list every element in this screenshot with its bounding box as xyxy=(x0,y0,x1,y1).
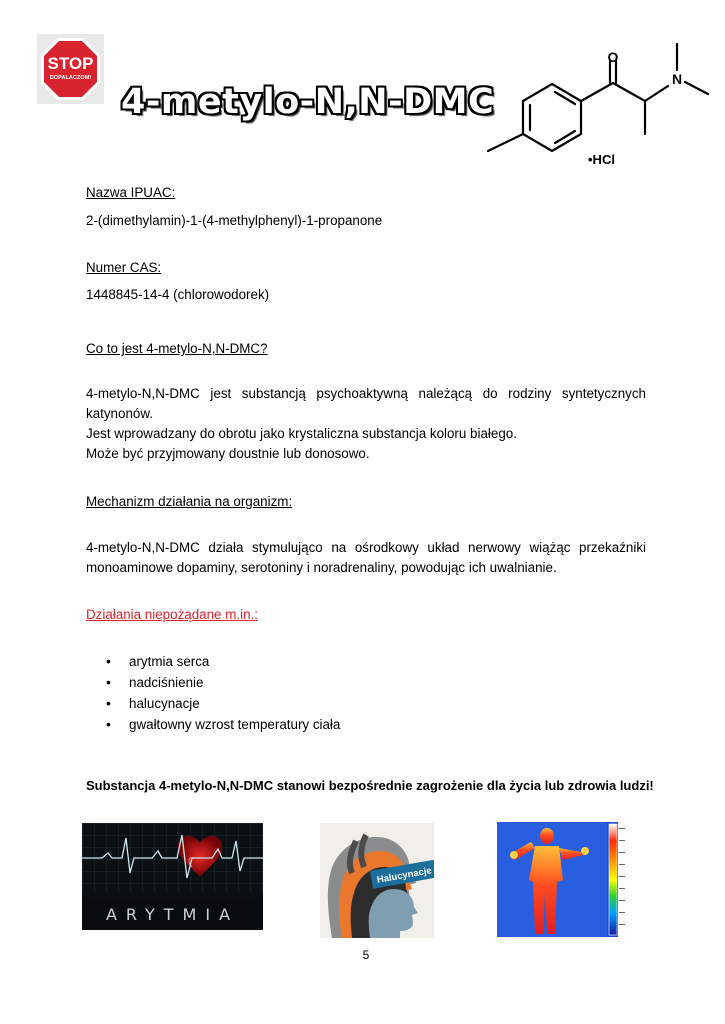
svg-text:DOPALACZOM!: DOPALACZOM! xyxy=(49,75,92,81)
list-item: • nadciśnienie xyxy=(86,672,646,693)
side-effects-list xyxy=(86,651,646,735)
halucynacje-image xyxy=(320,823,434,938)
page-title: 4-metylo-N,N-DMC xyxy=(121,82,495,122)
list-item: • arytmia serca xyxy=(86,651,646,672)
mechanism-paragraph: 4-metylo-N,N-DMC działa stymulująco na ośrodkowy układ nerwowy wiążąc przekaźniki monoaminowe dopaminy, serotoniny i noradrenaliny, powodując ich uwalnianie. xyxy=(86,540,646,575)
list-item: • gwałtowny wzrost temperatury ciała xyxy=(86,714,646,735)
arytmia-image xyxy=(82,823,263,930)
svg-text:Halucynacje: Halucynacje xyxy=(376,865,433,886)
cas-label: Numer CAS: xyxy=(86,260,162,275)
list-item: • halucynacje xyxy=(86,693,646,714)
warning-statement: Substancja 4-metylo-N,N-DMC stanowi bezpośrednie zagrożenie dla życia lub zdrowia ludzi! xyxy=(86,778,654,793)
page-number: 5 xyxy=(362,948,370,962)
iupac-label: Nazwa IPUAC: xyxy=(86,185,176,200)
svg-text:STOP: STOP xyxy=(47,54,94,73)
stop-sign-icon xyxy=(37,34,104,104)
svg-text:O: O xyxy=(607,49,619,65)
what-is-heading: Co to jest 4-metylo-N,N-DMC? xyxy=(86,341,268,356)
cas-value: 1448845-14-4 (chlorowodorek) xyxy=(86,287,270,302)
svg-text:N: N xyxy=(671,71,683,87)
chemical-structure-diagram xyxy=(480,36,710,176)
side-effects-heading: Działania niepożądane m.in.: xyxy=(86,607,258,622)
thermal-body-image xyxy=(497,822,627,937)
svg-text:ARYTMIA: ARYTMIA xyxy=(105,905,240,924)
what-is-paragraph-3: Może być przyjmowany doustnie lub donosowo. xyxy=(86,446,370,461)
hcl-salt-label: •HCl xyxy=(588,152,615,167)
iupac-value: 2-(dimethylamin)-1-(4-methylphenyl)-1-propanone xyxy=(86,213,383,228)
what-is-paragraph-1: 4-metylo-N,N-DMC jest substancją psychoaktywną należącą do rodziny syntetycznych katynonów. xyxy=(86,386,646,421)
what-is-paragraph-2: Jest wprowadzany do obrotu jako krystaliczna substancja koloru białego. xyxy=(86,426,517,441)
stop-dopalaczom-logo xyxy=(37,34,104,104)
mechanism-heading: Mechanizm działania na organizm: xyxy=(86,494,293,509)
